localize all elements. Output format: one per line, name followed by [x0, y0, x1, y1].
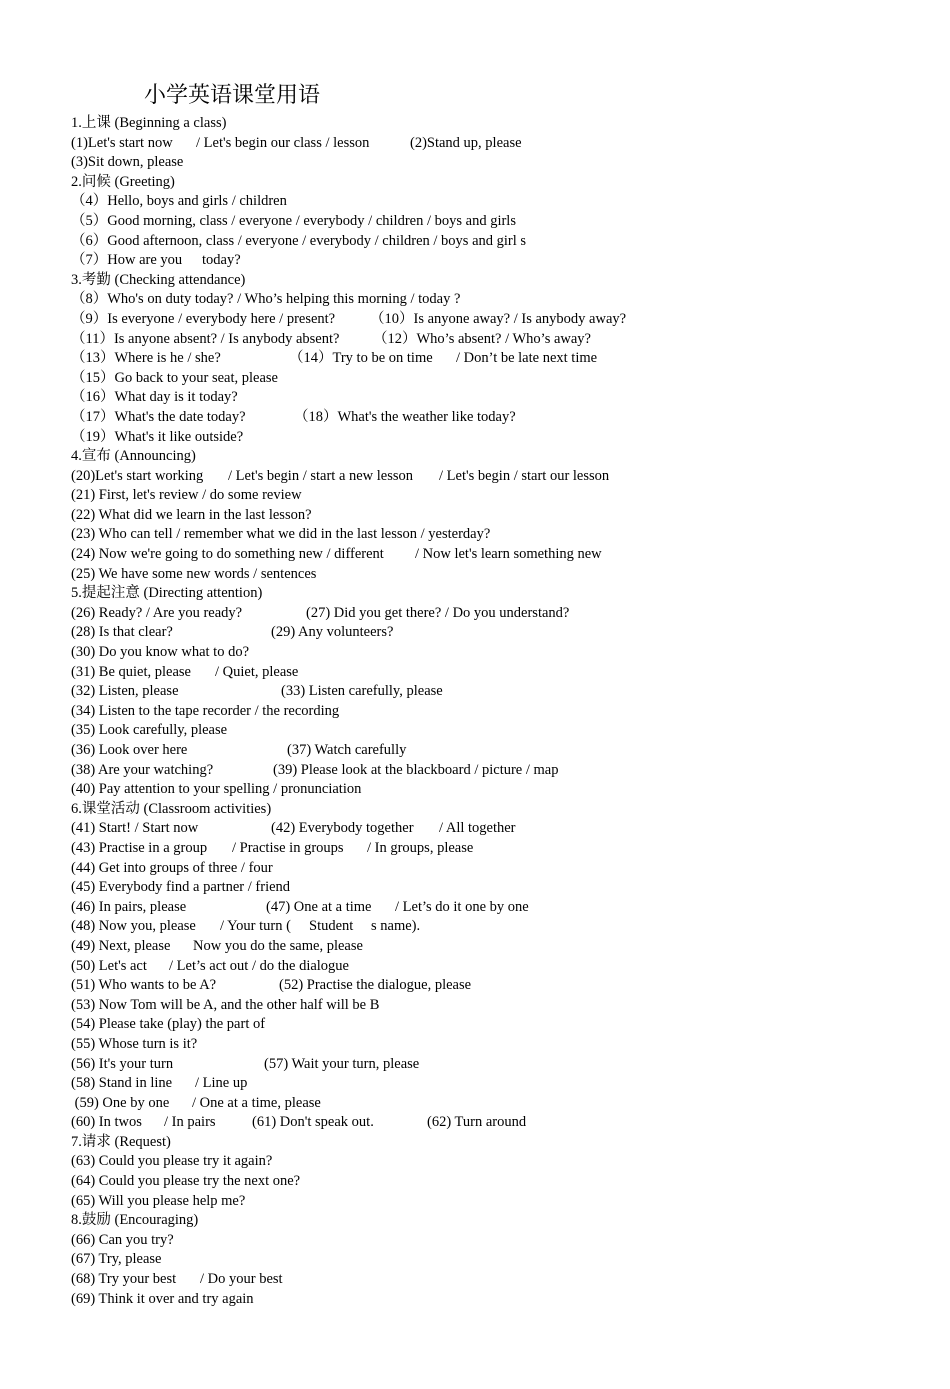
phrase-text: / Let's begin our class / lesson [196, 134, 370, 151]
phrase-line [71, 1113, 931, 1133]
phrase-text: (22) What did we learn in the last lesson? [71, 506, 312, 523]
phrase-line [71, 506, 931, 526]
phrase-text: 1.上课 (Beginning a class) [71, 115, 227, 131]
phrase-text: （18）What's the weather like today? [294, 408, 516, 425]
phrase-text: (26) Ready? / Are you ready? [71, 604, 243, 621]
section-heading [71, 1133, 931, 1153]
phrase-text: 3.考勤 (Checking attendance) [71, 271, 246, 288]
section-heading [71, 114, 931, 134]
phrase-line [71, 251, 931, 271]
section-heading [71, 173, 931, 193]
phrase-text: (47) One at a time [266, 898, 372, 915]
phrase-text: （13）Where is he / she? [71, 350, 221, 367]
phrase-text: （11）Is anyone absent? / Is anybody absent? [71, 330, 340, 347]
phrase-text: (41) Start! / Start now [71, 820, 199, 837]
section-heading [71, 800, 931, 820]
phrase-text: (52) Practise the dialogue, please [279, 977, 472, 994]
phrase-text: (34) Listen to the tape recorder / the recording [71, 702, 340, 719]
section-heading [71, 584, 931, 604]
phrase-text: / Let's begin / start our lesson [439, 467, 610, 484]
phrase-line [71, 545, 931, 565]
section-heading [71, 1211, 931, 1231]
phrase-text: (45) Everybody find a partner / friend [71, 879, 291, 896]
phrase-text: (44) Get into groups of three / four [71, 859, 273, 876]
phrase-text: (2)Stand up, please [410, 134, 522, 151]
section-heading [71, 447, 931, 467]
phrase-line [71, 780, 931, 800]
phrase-line [71, 1015, 931, 1035]
phrase-line [71, 1074, 931, 1094]
phrase-text: （7）How are you [71, 252, 183, 269]
phrase-text: （5）Good morning, class / everyone / everybody / children / boys and girls [71, 212, 516, 229]
phrase-text: （4）Hello, boys and girls / children [71, 193, 287, 210]
phrase-line [71, 134, 931, 154]
phrase-line [71, 290, 931, 310]
phrase-text: (35) Look carefully, please [71, 722, 228, 739]
phrase-line [71, 643, 931, 663]
phrase-text: (32) Listen, please [71, 683, 179, 700]
phrase-text: (33) Listen carefully, please [281, 683, 443, 700]
phrase-text: / Do your best [200, 1271, 283, 1288]
phrase-text: (42) Everybody together [271, 820, 414, 837]
phrase-line [71, 741, 931, 761]
phrase-line [71, 192, 931, 212]
phrase-text: (30) Do you know what to do? [71, 644, 250, 661]
phrase-text: (27) Did you get there? / Do you understand? [306, 604, 570, 621]
phrase-text: （6）Good afternoon, class / everyone / everybody / children / boys and girl s [71, 232, 527, 249]
phrase-line [71, 467, 931, 487]
phrase-text: (66) Can you try? [71, 1231, 174, 1248]
phrase-text: (50) Let's act [71, 957, 147, 974]
phrase-line [71, 682, 931, 702]
phrase-text: (55) Whose turn is it? [71, 1035, 198, 1052]
phrase-line [71, 761, 931, 781]
phrase-line [71, 957, 931, 977]
phrase-text: （12）Who’s absent? / Who’s away? [373, 330, 591, 347]
phrase-text: （10）Is anyone away? / Is anybody away? [370, 310, 627, 327]
phrase-line [71, 839, 931, 859]
phrase-text: (65) Will you please help me? [71, 1192, 246, 1209]
phrase-line [71, 937, 931, 957]
phrase-line [71, 1192, 931, 1212]
phrase-text: (62) Turn around [427, 1114, 527, 1131]
phrase-line [71, 153, 931, 173]
phrase-text: （15）Go back to your seat, please [71, 369, 278, 386]
phrase-text: (60) In twos [71, 1114, 142, 1131]
phrase-text: (21) First, let's review / do some review [71, 487, 302, 504]
phrase-line [71, 1152, 931, 1172]
phrase-text: (57) Wait your turn, please [264, 1055, 420, 1072]
phrase-text: (54) Please take (play) the part of [71, 1016, 266, 1033]
phrase-text: 6.课堂活动 (Classroom activities) [71, 800, 272, 817]
phrase-line [71, 369, 931, 389]
phrase-text: Now you do the same, please [193, 937, 363, 954]
phrase-line [71, 486, 931, 506]
phrase-line [71, 721, 931, 741]
phrase-text: today? [202, 252, 241, 269]
phrase-text: (29) Any volunteers? [271, 624, 394, 641]
phrase-line [71, 878, 931, 898]
phrase-line [71, 604, 931, 624]
phrase-line [71, 330, 931, 350]
phrase-text: / All together [439, 820, 516, 837]
phrase-line [71, 1055, 931, 1075]
phrase-line [71, 388, 931, 408]
phrase-text: (67) Try, please [71, 1251, 162, 1268]
phrase-text: （8）Who's on duty today? / Who’s helping this morning / today ? [71, 291, 461, 308]
phrase-text: (20)Let's start working [71, 467, 204, 484]
phrase-list [71, 114, 931, 1309]
phrase-text: (39) Please look at the blackboard / picture / map [273, 761, 559, 778]
phrase-text: / Let's begin / start a new lesson [228, 467, 414, 484]
phrase-text: (25) We have some new words / sentences [71, 565, 317, 582]
phrase-text: （19）What's it like outside? [71, 428, 244, 445]
phrase-text: s name). [371, 918, 421, 935]
phrase-line [71, 1094, 931, 1114]
phrase-line [71, 1250, 931, 1270]
phrase-text: （14）Try to be on time [289, 350, 433, 367]
phrase-text: (48) Now you, please [71, 918, 196, 935]
phrase-text: (56) It's your turn [71, 1055, 174, 1072]
phrase-line [71, 1270, 931, 1290]
phrase-text: (24) Now we're going to do something new / different [71, 546, 384, 563]
phrase-text: / One at a time, please [192, 1094, 321, 1111]
phrase-text: (43) Practise in a group [71, 839, 208, 856]
phrase-text: / Line up [195, 1075, 248, 1092]
phrase-text: (59) One by one [71, 1094, 170, 1111]
phrase-line [71, 976, 931, 996]
phrase-text: (40) Pay attention to your spelling / pronunciation [71, 781, 362, 798]
phrase-text: (69) Think it over and try again [71, 1290, 254, 1307]
phrase-line [71, 408, 931, 428]
phrase-text: 5.提起注意 (Directing attention) [71, 585, 263, 602]
phrase-text: 8.鼓励 (Encouraging) [71, 1212, 199, 1229]
phrase-line [71, 996, 931, 1016]
phrase-text: / Practise in groups [232, 839, 344, 856]
phrase-text: (36) Look over here [71, 742, 188, 758]
phrase-text: （17）What's the date today? [71, 408, 246, 425]
phrase-text: (46) In pairs, please [71, 898, 187, 915]
phrase-text: (61) Don't speak out. [252, 1114, 374, 1131]
phrase-text: / In pairs [164, 1114, 216, 1131]
phrase-text: (38) Are your watching? [71, 761, 214, 778]
phrase-line [71, 898, 931, 918]
phrase-text: 7.请求 (Request) [71, 1133, 171, 1150]
phrase-line [71, 232, 931, 252]
phrase-line [71, 349, 931, 369]
phrase-text: （16）What day is it today? [71, 389, 238, 406]
phrase-text: (1)Let's start now [71, 134, 173, 151]
phrase-text: (3)Sit down, please [71, 154, 184, 171]
phrase-text: (53) Now Tom will be A, and the other half will be B [71, 996, 380, 1013]
phrase-text: (37) Watch carefully [287, 742, 407, 758]
phrase-text: / Quiet, please [215, 663, 299, 680]
phrase-line [71, 859, 931, 879]
phrase-text: / Let’s do it one by one [395, 898, 529, 915]
phrase-line [71, 310, 931, 330]
phrase-text: / Now let's learn something new [415, 546, 602, 563]
phrase-line [71, 428, 931, 448]
phrase-line [71, 212, 931, 232]
phrase-line [71, 1231, 931, 1251]
phrase-text: (51) Who wants to be A? [71, 977, 217, 994]
phrase-text: (23) Who can tell / remember what we did in the last lesson / yesterday? [71, 526, 491, 543]
section-heading [71, 271, 931, 291]
phrase-line [71, 1172, 931, 1192]
phrase-line [71, 1290, 931, 1310]
phrase-text: / Let’s act out / do the dialogue [169, 957, 349, 974]
phrase-text: / Your turn ( [220, 918, 291, 935]
phrase-text: (63) Could you please try it again? [71, 1153, 273, 1170]
phrase-text: (58) Stand in line [71, 1075, 173, 1092]
phrase-line [71, 1035, 931, 1055]
phrase-text: (68) Try your best [71, 1271, 177, 1288]
phrase-line [71, 623, 931, 643]
phrase-line [71, 525, 931, 545]
phrase-text: (31) Be quiet, please [71, 663, 191, 680]
phrase-text: / In groups, please [367, 839, 474, 856]
phrase-text: (28) Is that clear? [71, 624, 173, 641]
phrase-line [71, 917, 931, 937]
phrase-text: 4.宣布 (Announcing) [71, 448, 196, 465]
phrase-line [71, 565, 931, 585]
phrase-line [71, 663, 931, 683]
phrase-text: (49) Next, please [71, 937, 171, 954]
phrase-text: / Don’t be late next time [456, 350, 598, 367]
phrase-text: （9）Is everyone / everybody here / present? [71, 310, 336, 327]
phrase-line [71, 819, 931, 839]
phrase-text: (64) Could you please try the next one? [71, 1173, 301, 1190]
page-title: 小学英语课堂用语 [144, 82, 321, 107]
phrase-line [71, 702, 931, 722]
phrase-text: 2.问候 (Greeting) [71, 173, 175, 190]
phrase-text: Student [309, 918, 354, 935]
